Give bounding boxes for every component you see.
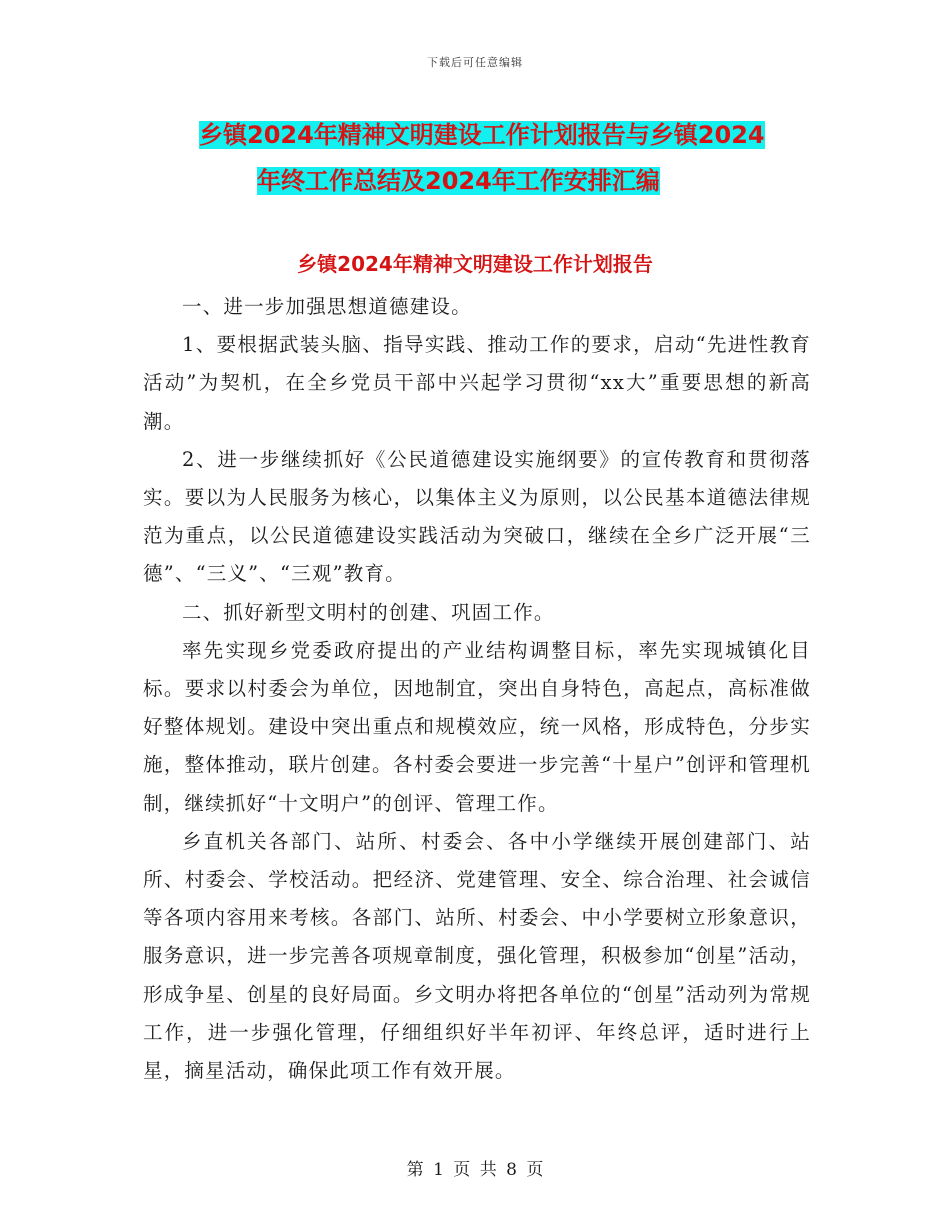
document-body [143, 288, 811, 1090]
paragraph: 1、要根据武装头脑、指导实践、推动工作的要求，启动“先进性教育活动”为契机，在全乡党员干部中兴起学习贯彻“xx大”重要思想的新高潮。 [143, 333, 811, 433]
paragraph: 率先实现乡党委政府提出的产业结构调整目标，率先实现城镇化目标。要求以村委会为单位，因地制宜，突出自身特色，高起点，高标准做好整体规划。建设中突出重点和规模效应，统一风格，形成特色，分步实施，整体推动，联片创建。各村委会要进一步完善“十星户”创评和管理机制，继续抓好“十文明户”的创评、管理工作。 [143, 638, 811, 815]
document-title-line-2 [199, 158, 809, 204]
document-title-line-1 [199, 112, 809, 158]
paragraph: 一、进一步加强思想道德建设。 [182, 295, 472, 318]
paragraph: 乡直机关各部门、站所、村委会、各中小学继续开展创建部门、站所、村委会、学校活动。把经济、党建管理、安全、综合治理、社会诚信等各项内容用来考核。各部门、站所、村委会、中小学要树立形象意识，服务意识，进一步完善各项规章制度，强化管理，积极参加“创星”活动，形成争星、创星的良好局面。乡文明办将把各单位的“创星”活动列为常规工作，进一步强化管理，仔细组织好半年初评、年终总评，适时进行上星，摘星活动，确保此项工作有效开展。 [143, 829, 811, 1083]
title-highlight-1: 乡镇2024年精神文明建设工作计划报告与乡镇2024 [199, 121, 765, 149]
title-highlight-2: 年终工作总结及2024年工作安排汇编 [257, 167, 660, 195]
paragraph: 二、抓好新型文明村的创建、巩固工作。 [182, 600, 555, 624]
page-number: 第 1 页 共 8 页 [406, 1160, 544, 1180]
section-title: 乡镇2024年精神文明建设工作计划报告 [297, 252, 653, 276]
paragraph: 2、进一步继续抓好《公民道德建设实施纲要》的宣传教育和贯彻落实。要以为人民服务为核心，以集体主义为原则，以公民基本道德法律规范为重点，以公民道德建设实践活动为突破口，继续在全乡广泛开展“三德”、“三义”、“三观”教育。 [143, 447, 811, 586]
document-title [199, 112, 809, 204]
download-note: 下载后可任意编辑 [427, 56, 523, 69]
